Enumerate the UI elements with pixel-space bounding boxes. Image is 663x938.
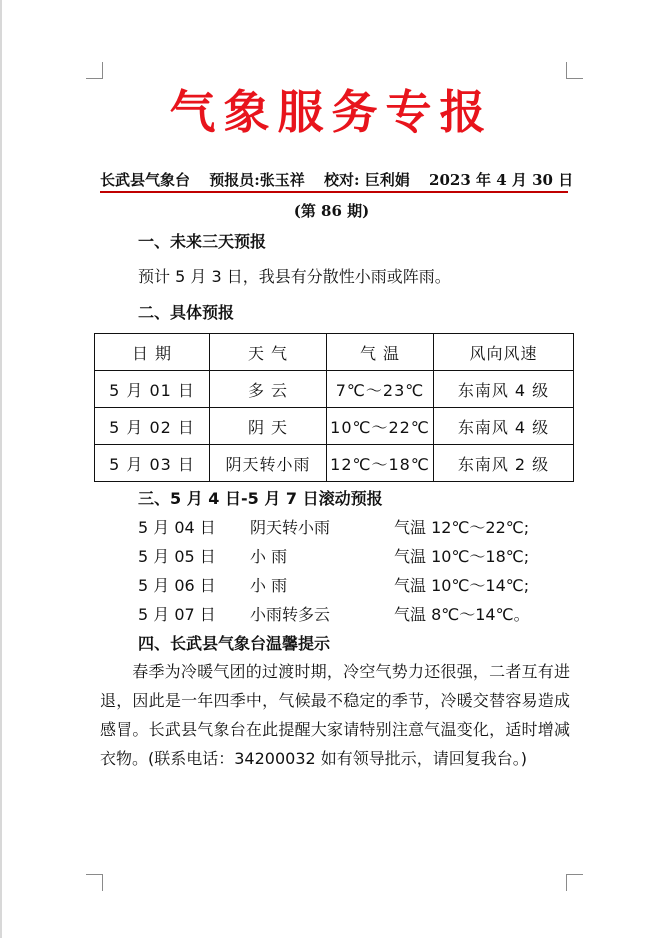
- issue-number: (第 86 期): [293, 202, 370, 220]
- table-row: [95, 371, 574, 408]
- section1-heading: 一、未来三天预报: [138, 232, 267, 251]
- forecast-table: [94, 333, 574, 482]
- station-name: 长武县气象台: [100, 171, 191, 189]
- crop-mark-top-right: [566, 62, 583, 79]
- rolling-date: 5 月 07 日: [138, 605, 216, 624]
- rolling-temperature: 气温 8℃～14℃。: [394, 605, 530, 624]
- table-header-row: [95, 334, 574, 371]
- cell-weather: 阴天转小雨: [210, 445, 327, 482]
- cell-temperature: 7℃～23℃: [327, 371, 434, 408]
- report-header: [100, 170, 574, 190]
- cell-date: 5 月 01 日: [95, 371, 210, 408]
- cell-wind: 东南风 4 级: [434, 371, 574, 408]
- cell-weather: 阴 天: [210, 408, 327, 445]
- section1-text: 预计 5 月 3 日，我县有分散性小雨或阵雨。: [138, 267, 451, 286]
- cell-date: 5 月 02 日: [95, 408, 210, 445]
- crop-mark-bottom-right: [566, 874, 583, 891]
- col-date: 日 期: [95, 334, 210, 371]
- col-wind: 风向风速: [434, 334, 574, 371]
- rolling-weather: 小 雨: [250, 576, 288, 595]
- table-row: [95, 445, 574, 482]
- rolling-weather: 小 雨: [250, 547, 288, 566]
- rolling-date: 5 月 04 日: [138, 518, 216, 537]
- crop-mark-bottom-left: [86, 874, 103, 891]
- cell-date: 5 月 03 日: [95, 445, 210, 482]
- rolling-weather: 阴天转小雨: [250, 518, 331, 537]
- section4-heading: 四、长武县气象台温馨提示: [138, 634, 331, 653]
- rolling-temperature: 气温 10℃～18℃;: [394, 547, 530, 566]
- rolling-date: 5 月 06 日: [138, 576, 216, 595]
- col-weather: 天 气: [210, 334, 327, 371]
- cell-wind: 东南风 4 级: [434, 408, 574, 445]
- rolling-temperature: 气温 10℃～14℃;: [394, 576, 530, 595]
- rolling-weather: 小雨转多云: [250, 605, 331, 624]
- cell-wind: 东南风 2 级: [434, 445, 574, 482]
- rolling-date: 5 月 05 日: [138, 547, 216, 566]
- section2-heading: 二、具体预报: [138, 303, 235, 322]
- col-temperature: 气 温: [327, 334, 434, 371]
- table-row: [95, 408, 574, 445]
- report-date: 2023 年 4 月 30 日: [429, 171, 574, 189]
- proofreader: 校对: 巨利娟: [324, 171, 410, 189]
- tips-paragraph: [100, 657, 570, 773]
- crop-mark-top-left: [86, 62, 103, 79]
- red-divider: [100, 191, 568, 193]
- cell-temperature: 10℃～22℃: [327, 408, 434, 445]
- report-title: 气象服务专报: [169, 85, 494, 139]
- cell-weather: 多 云: [210, 371, 327, 408]
- cell-temperature: 12℃～18℃: [327, 445, 434, 482]
- section3-heading: 三、5 月 4 日-5 月 7 日滚动预报: [138, 489, 383, 508]
- tips-text: 春季为冷暖气团的过渡时期，冷空气势力还很强，二者互有进退，因此是一年四季中，气候最不稳定的季节，冷暖交替容易造成感冒。长武县气象台在此提醒大家请特别注意气温变化，适时增减衣物。(联系电话：34200032 如有领导批示，请回复我台。): [100, 662, 570, 768]
- forecaster: 预报员:张玉祥: [209, 171, 305, 189]
- rolling-temperature: 气温 12℃～22℃;: [394, 518, 530, 537]
